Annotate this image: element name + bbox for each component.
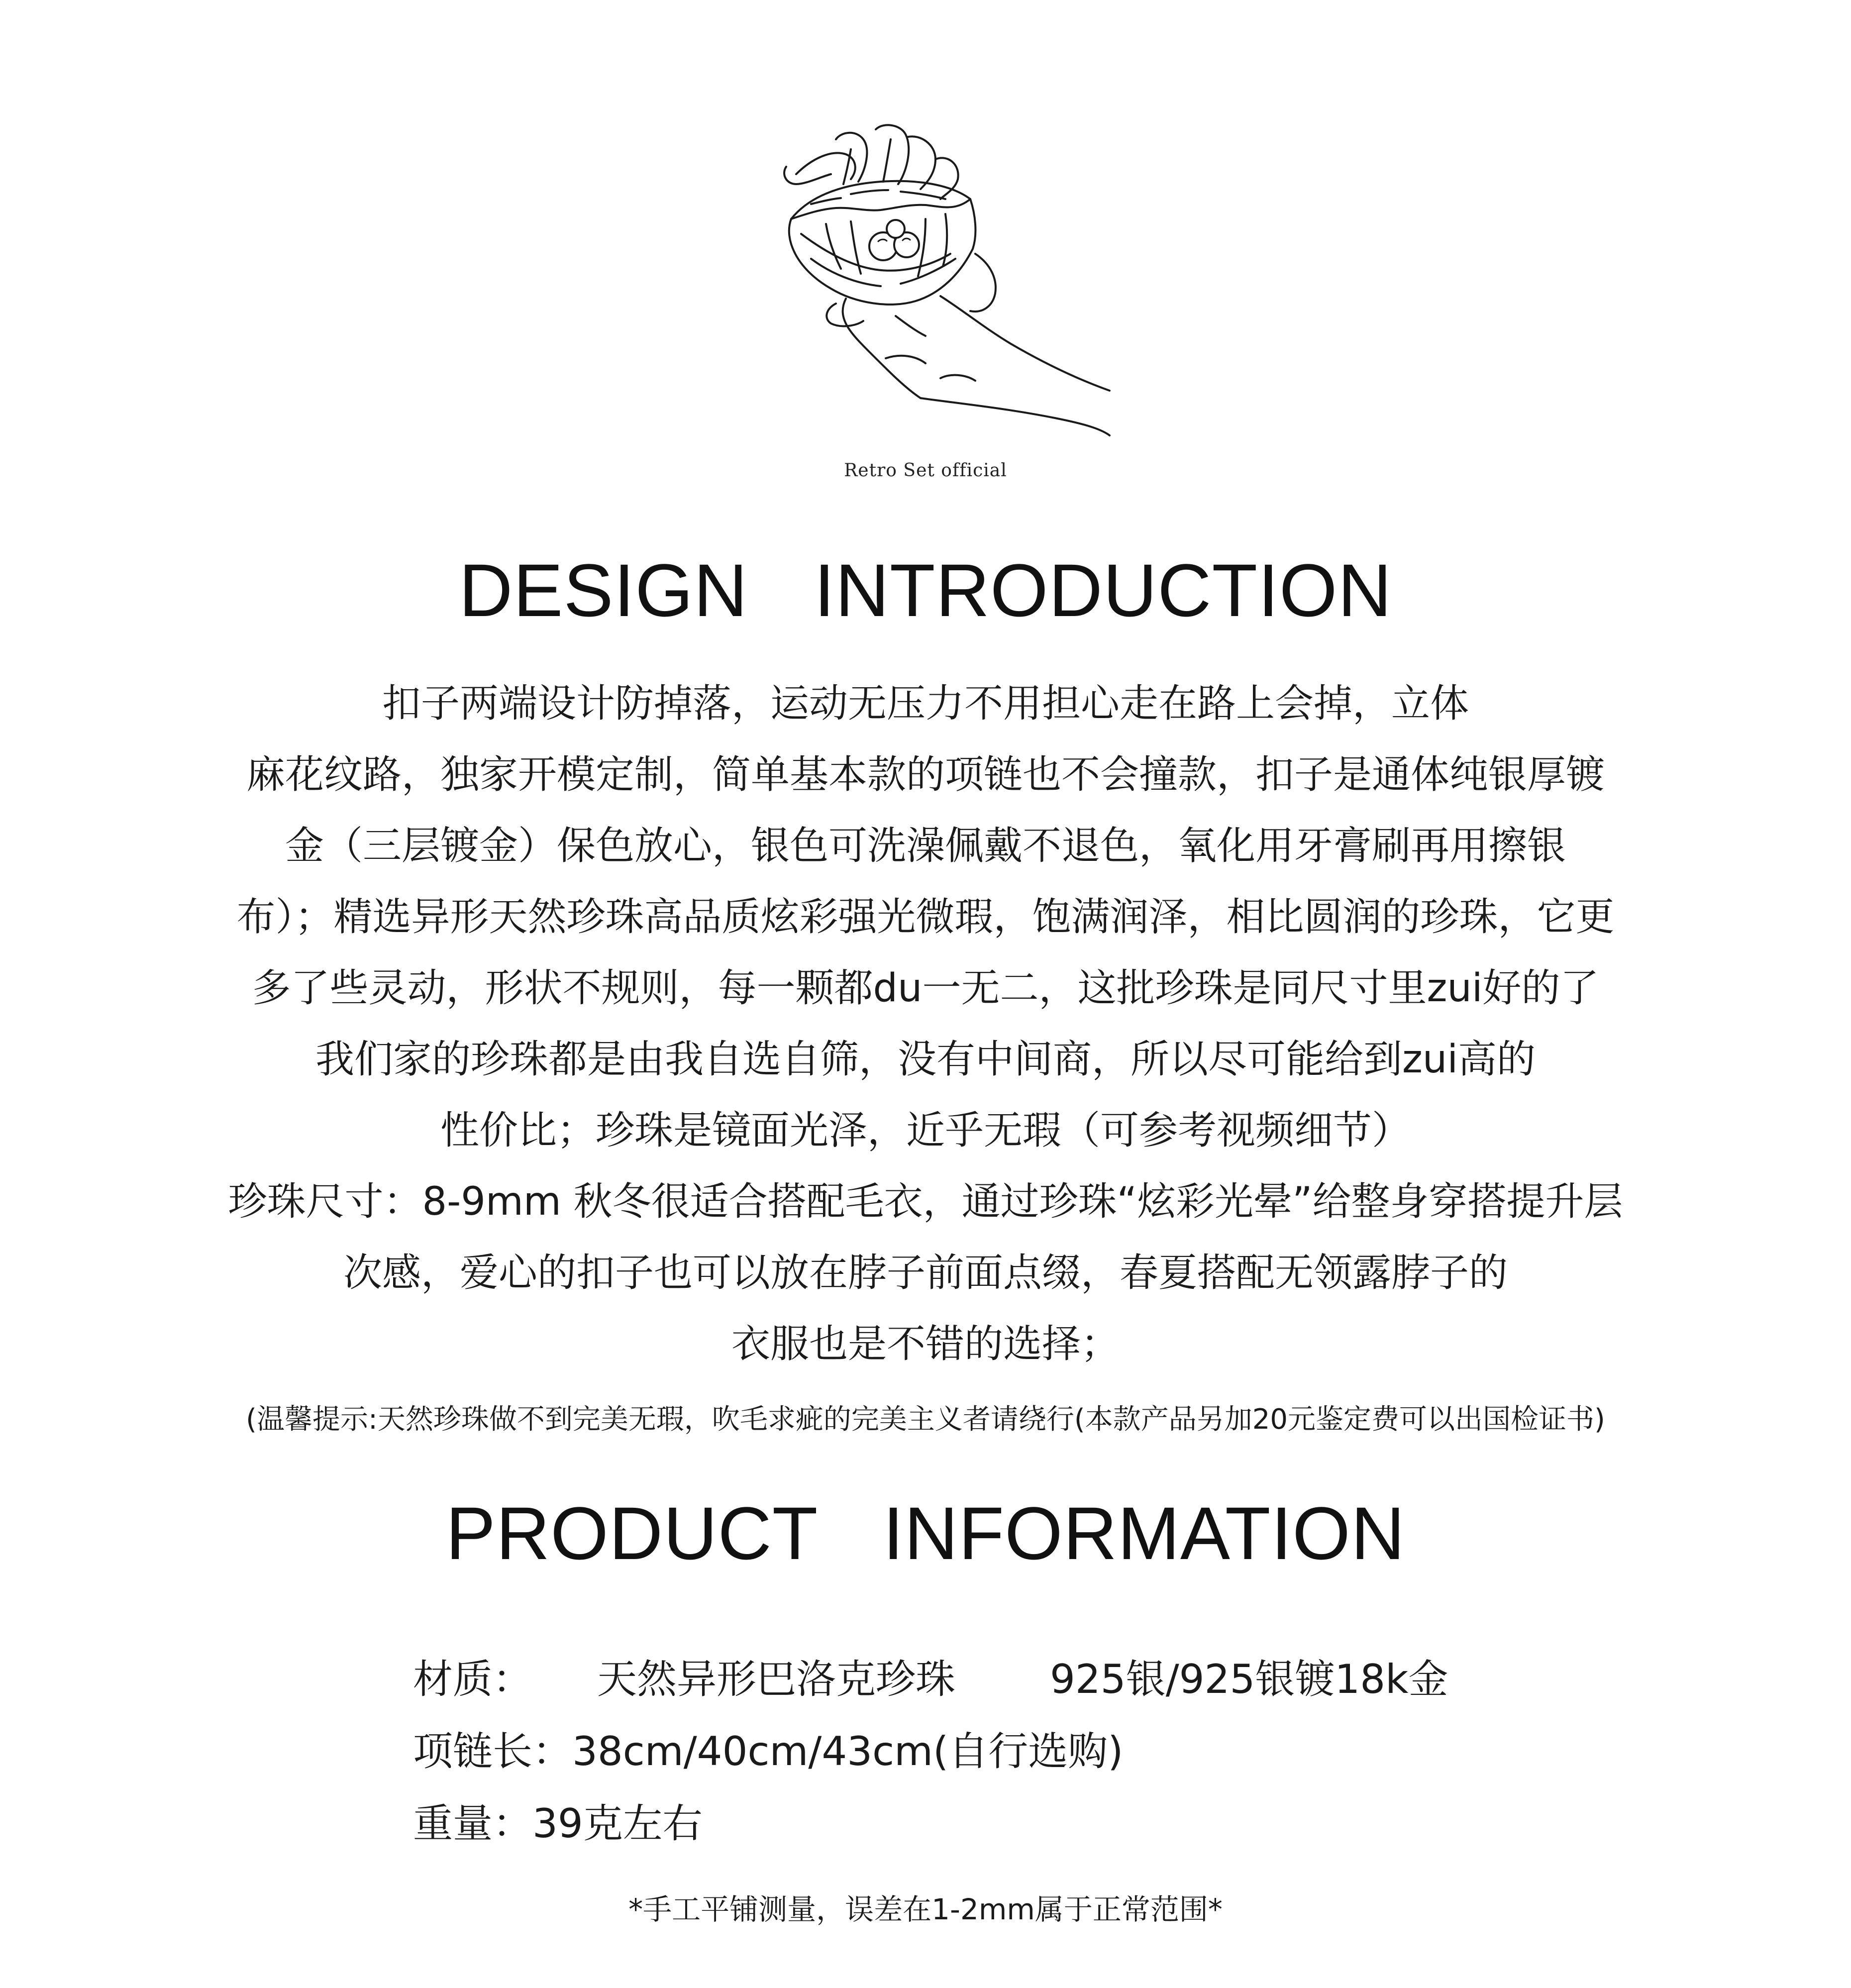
intro-line: 布）；精选异形天然珍珠高品质炫彩强光微瑕，饱满润泽，相比圆润的珍珠，它更 (236, 895, 1615, 940)
intro-line: 衣服也是不错的选择； (731, 1322, 1120, 1366)
spec-length (413, 1719, 1123, 1777)
intro-line: 金（三层镀金）保色放心，银色可洗澡佩戴不退色，氧化用牙膏刷再用擦银 (285, 824, 1566, 868)
measurement-footnote: *手工平铺测量，误差在1-2mm属于正常范围* (628, 1892, 1223, 1926)
spec-value: 38cm/40cm/43cm(自行选购) (572, 1728, 1124, 1775)
intro-line: 扣子两端设计防掉落，运动无压力不用担心走在路上会掉，立体 (382, 681, 1469, 726)
intro-line: 多了些灵动，形状不规则，每一颗都du一无二，这批珍珠是同尺寸里zui好的了 (252, 966, 1599, 1011)
product-information-title: PRODUCT INFORMATION (445, 1491, 1406, 1575)
spec-label: 材质： (413, 1656, 532, 1702)
intro-line: 次感，爱心的扣子也可以放在脖子前面点缀，春夏搭配无领露脖子的 (343, 1251, 1508, 1295)
intro-line: 性价比；珍珠是镜面光泽，近乎无瑕（可参考视频细节） (440, 1108, 1411, 1153)
brand-name: Retro Set official (844, 460, 1007, 481)
spec-label: 项链长： (413, 1728, 572, 1775)
intro-line: 麻花纹路，独家开模定制，简单基本款的项链也不会撞款，扣子是通体纯银厚镀 (246, 752, 1605, 797)
spec-label: 重量： (413, 1800, 532, 1847)
spec-material (413, 1647, 1448, 1704)
shell-hands-logo (776, 119, 1115, 438)
spec-weight (413, 1791, 703, 1849)
spec-value: 925银/925银镀18k金 (1050, 1656, 1448, 1702)
reminder-note: (温馨提示:天然珍珠做不到完美无瑕，吹毛求疵的完美主义者请绕行(本款产品另加20元鉴定费可以出国检证书) (246, 1403, 1605, 1436)
spec-value: 天然异形巴洛克珍珠 (597, 1656, 955, 1702)
intro-line: 我们家的珍珠都是由我自选自筛，没有中间商，所以尽可能给到zui高的 (315, 1037, 1536, 1082)
design-introduction-title: DESIGN INTRODUCTION (459, 548, 1392, 632)
intro-line: 珍珠尺寸：8-9mm 秋冬很适合搭配毛衣，通过珍珠“炫彩光晕”给整身穿搭提升层 (228, 1179, 1623, 1224)
spec-value: 39克左右 (532, 1800, 703, 1847)
